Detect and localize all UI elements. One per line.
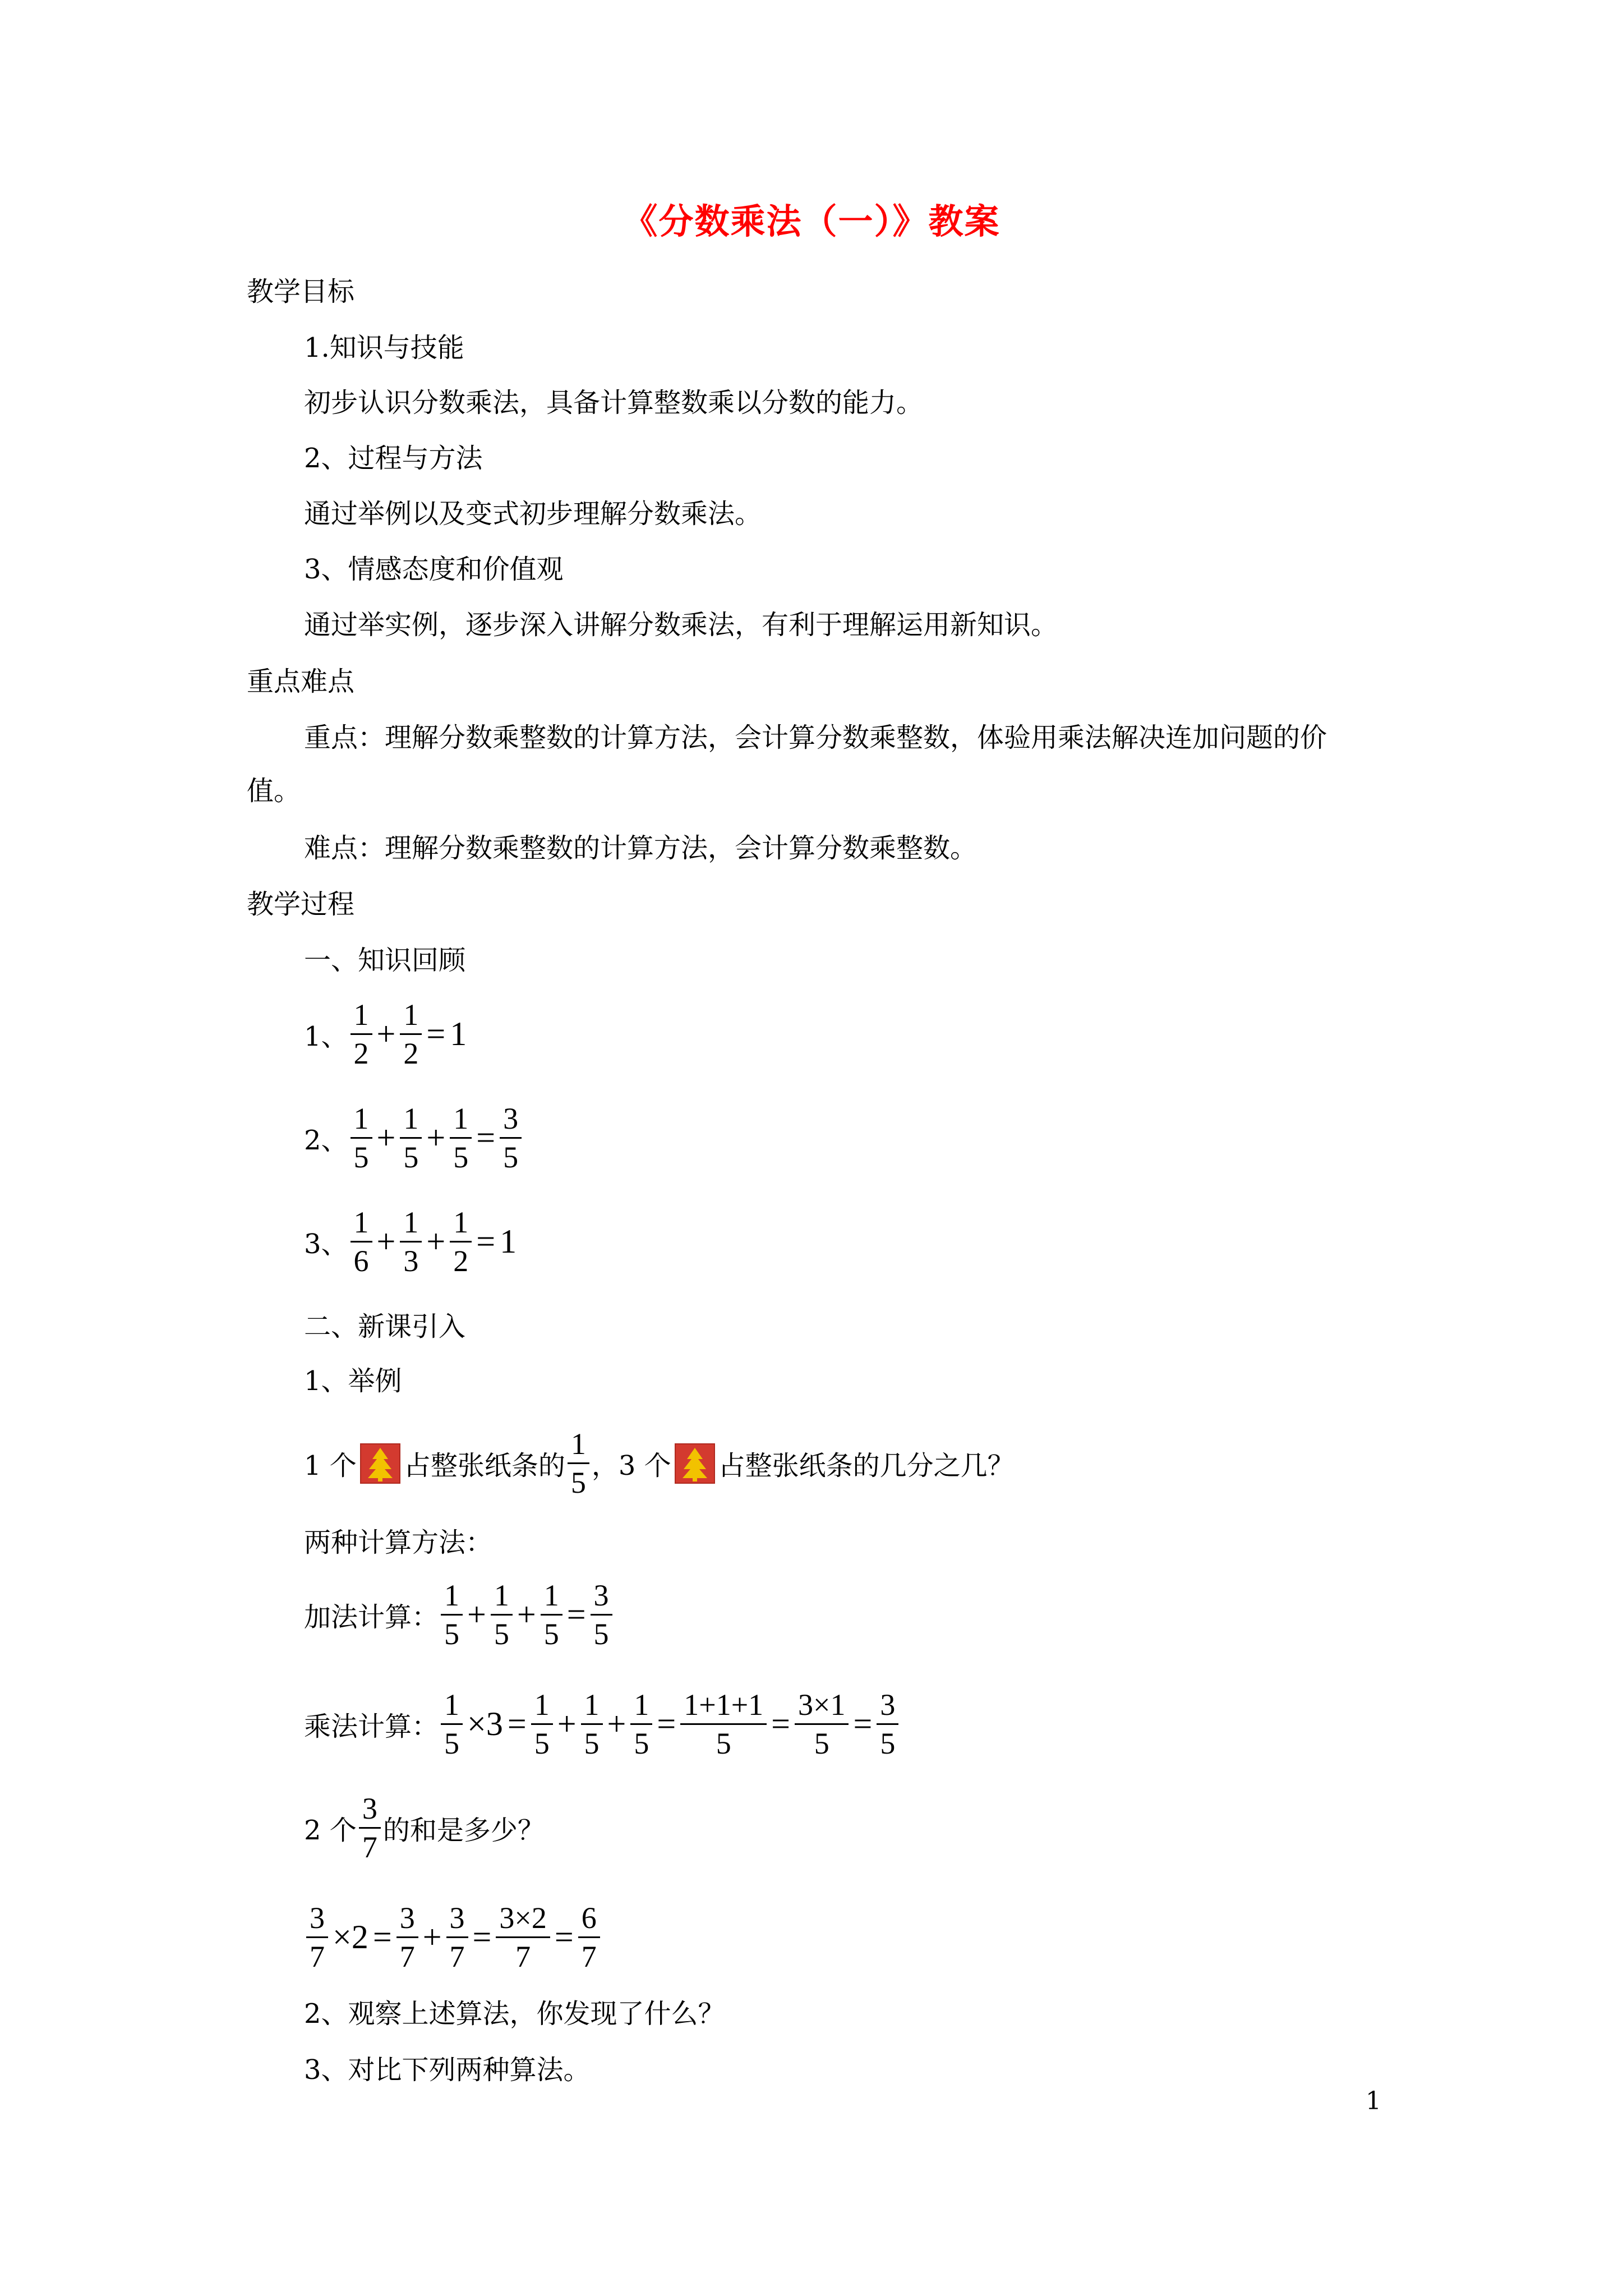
tree-icon <box>360 1443 400 1484</box>
denominator: 5 <box>593 1617 609 1651</box>
operator: = <box>554 1918 574 1955</box>
fraction <box>578 1902 600 1973</box>
goals-heading: 教学目标 <box>247 276 355 307</box>
numerator: 3×2 <box>499 1901 547 1935</box>
fraction <box>359 1792 381 1864</box>
fraction <box>351 999 372 1070</box>
denominator: 7 <box>581 1940 597 1973</box>
key-text-line2: 值。 <box>247 775 301 807</box>
operator: + <box>557 1705 577 1742</box>
fraction <box>400 1206 422 1277</box>
compare-text: 3、对比下列两种算法。 <box>304 2054 591 2086</box>
tree-icon <box>675 1443 715 1484</box>
operator: = <box>853 1705 873 1742</box>
fraction <box>450 1206 472 1277</box>
operator: ×3 <box>467 1705 503 1742</box>
operator: + <box>422 1918 442 1955</box>
fraction <box>591 1579 612 1650</box>
fraction <box>500 1102 522 1174</box>
operator: + <box>426 1223 446 1260</box>
fraction <box>795 1688 849 1760</box>
numerator: 1 <box>634 1688 649 1722</box>
fraction <box>877 1688 898 1760</box>
fraction <box>581 1688 603 1760</box>
operator: + <box>517 1596 536 1633</box>
denominator: 5 <box>534 1727 550 1760</box>
numerator: 1 <box>570 1427 586 1461</box>
denominator: 5 <box>634 1727 649 1760</box>
numerator: 3 <box>362 1792 377 1825</box>
denominator: 5 <box>543 1617 559 1651</box>
operator: + <box>426 1119 446 1156</box>
denominator: 7 <box>362 1830 377 1864</box>
fraction <box>306 1902 328 1973</box>
denominator: 5 <box>453 1140 469 1174</box>
goal-1-title: 1.知识与技能 <box>304 332 464 364</box>
multiplication-method: 乘法计算： $\frac{1}{5}$ ×3 = $\frac{1}{5}$ + $\frac{1}{5}$ + $\frac{1}{5}$ = $\frac{1+1+1}{5}$ = $\frac{3\times 1}{5}$ = $\frac{3}{5}$ <box>304 1688 901 1760</box>
addition-method: 加法计算： $\frac{1}{5}$ + $\frac{1}{5}$ + $\frac{1}{5}$ = $\frac{3}{5}$ <box>304 1579 615 1650</box>
fraction <box>630 1688 652 1760</box>
denominator: 5 <box>494 1617 509 1651</box>
page-number: 1 <box>1366 2087 1381 2115</box>
operator: = <box>476 1223 496 1260</box>
denominator: 5 <box>584 1727 600 1760</box>
numerator: 1 <box>403 998 419 1032</box>
denominator: 2 <box>353 1037 369 1070</box>
denominator: 5 <box>403 1140 419 1174</box>
operator: + <box>376 1015 396 1052</box>
denominator: 5 <box>570 1466 586 1499</box>
numerator: 1 <box>444 1579 460 1612</box>
operator: = <box>472 1918 492 1955</box>
key-text-line1: 重点：理解分数乘整数的计算方法，会计算分数乘整数，体验用乘法解决连加问题的价 <box>304 722 1327 753</box>
page-title: 《分数乘法（一）》教案 <box>623 201 1000 242</box>
operator: = <box>476 1119 496 1156</box>
operator: + <box>376 1223 396 1260</box>
review-eq-3 <box>304 1206 519 1277</box>
numerator: 3 <box>449 1901 465 1935</box>
operator: = <box>507 1705 527 1742</box>
numerator: 3×1 <box>798 1688 846 1722</box>
denominator: 5 <box>444 1617 460 1651</box>
numerator: 1 <box>353 998 369 1032</box>
numerator: 1 <box>353 1102 369 1135</box>
example-heading: 1、举例 <box>304 1365 402 1397</box>
operator: = <box>372 1918 392 1955</box>
example-question: 1 个 占整张纸条的 $\frac{1}{5}$ ，3 个 占整张纸条的几分之几？ <box>304 1427 1015 1499</box>
operator: = <box>771 1705 790 1742</box>
goal-2-text: 通过举例以及变式初步理解分数乘法。 <box>304 498 762 530</box>
denominator: 5 <box>503 1140 519 1174</box>
fraction <box>491 1579 513 1650</box>
denominator: 7 <box>449 1940 465 1973</box>
denominator: 5 <box>716 1727 731 1760</box>
three-sevenths-times-two <box>304 1902 602 1973</box>
fraction <box>446 1902 468 1973</box>
review-eq-2 <box>304 1102 524 1174</box>
fraction <box>400 1102 422 1174</box>
numerator: 1 <box>534 1688 550 1722</box>
denominator: 5 <box>444 1727 460 1760</box>
denominator: 3 <box>403 1244 419 1278</box>
two-methods-text: 两种计算方法： <box>304 1527 493 1558</box>
review-3-label: 3、 <box>304 1228 348 1260</box>
numerator: 3 <box>593 1579 609 1612</box>
question-two: 2 个 $\frac{3}{7}$ 的和是多少？ <box>304 1792 545 1864</box>
fraction <box>568 1428 589 1499</box>
numerator: 1 <box>584 1688 600 1722</box>
numerator: 6 <box>581 1901 597 1935</box>
goal-2-title: 2、过程与方法 <box>304 443 483 474</box>
numerator: 3 <box>503 1102 519 1135</box>
goal-3-title: 3、情感态度和价值观 <box>304 554 564 585</box>
review-eq-1 <box>304 999 469 1070</box>
numerator: 1 <box>403 1102 419 1135</box>
fraction <box>351 1102 372 1174</box>
denominator: 7 <box>515 1940 531 1973</box>
fraction <box>441 1688 463 1760</box>
operator: ×2 <box>333 1918 368 1955</box>
operator: = <box>426 1015 446 1052</box>
fraction <box>496 1902 550 1973</box>
denominator: 6 <box>353 1244 369 1278</box>
fraction <box>441 1579 463 1650</box>
goal-1-text: 初步认识分数乘法，具备计算整数乘以分数的能力。 <box>304 387 924 418</box>
fraction <box>351 1206 372 1277</box>
operator: + <box>607 1705 626 1742</box>
numerator: 1 <box>494 1579 509 1612</box>
key-heading: 重点难点 <box>247 666 355 697</box>
process-heading: 教学过程 <box>247 889 355 920</box>
denominator: 5 <box>880 1727 896 1760</box>
review-1-label: 1、 <box>304 1021 348 1052</box>
review-heading: 一、知识回顾 <box>304 945 466 976</box>
numerator: 1 <box>353 1205 369 1239</box>
fraction <box>531 1688 553 1760</box>
operator: = <box>657 1705 676 1742</box>
operator: 1 <box>450 1015 467 1052</box>
denominator: 2 <box>403 1037 419 1070</box>
numerator: 1 <box>543 1579 559 1612</box>
fraction <box>400 999 422 1070</box>
numerator: 1 <box>453 1205 469 1239</box>
new-lesson-heading: 二、新课引入 <box>304 1311 466 1342</box>
denominator: 5 <box>814 1727 829 1760</box>
operator: 1 <box>500 1223 517 1260</box>
numerator: 1 <box>444 1688 460 1722</box>
numerator: 3 <box>399 1901 415 1935</box>
fraction <box>680 1688 767 1760</box>
observe-text: 2、观察上述算法，你发现了什么？ <box>304 1998 725 2030</box>
numerator: 1 <box>403 1205 419 1239</box>
operator: + <box>376 1119 396 1156</box>
numerator: 1 <box>453 1102 469 1135</box>
fraction <box>450 1102 472 1174</box>
operator: + <box>467 1596 486 1633</box>
goal-3-text: 通过举实例，逐步深入讲解分数乘法，有利于理解运用新知识。 <box>304 609 1058 641</box>
fraction <box>396 1902 418 1973</box>
operator: = <box>566 1596 586 1633</box>
denominator: 7 <box>310 1940 325 1973</box>
fraction <box>541 1579 562 1650</box>
difficulty-text: 难点：理解分数乘整数的计算方法，会计算分数乘整数。 <box>304 832 978 864</box>
review-2-label: 2、 <box>304 1125 348 1156</box>
denominator: 2 <box>453 1244 469 1278</box>
denominator: 5 <box>353 1140 369 1174</box>
denominator: 7 <box>399 1940 415 1973</box>
numerator: 1+1+1 <box>684 1688 764 1722</box>
numerator: 3 <box>880 1688 896 1722</box>
numerator: 3 <box>310 1901 325 1935</box>
